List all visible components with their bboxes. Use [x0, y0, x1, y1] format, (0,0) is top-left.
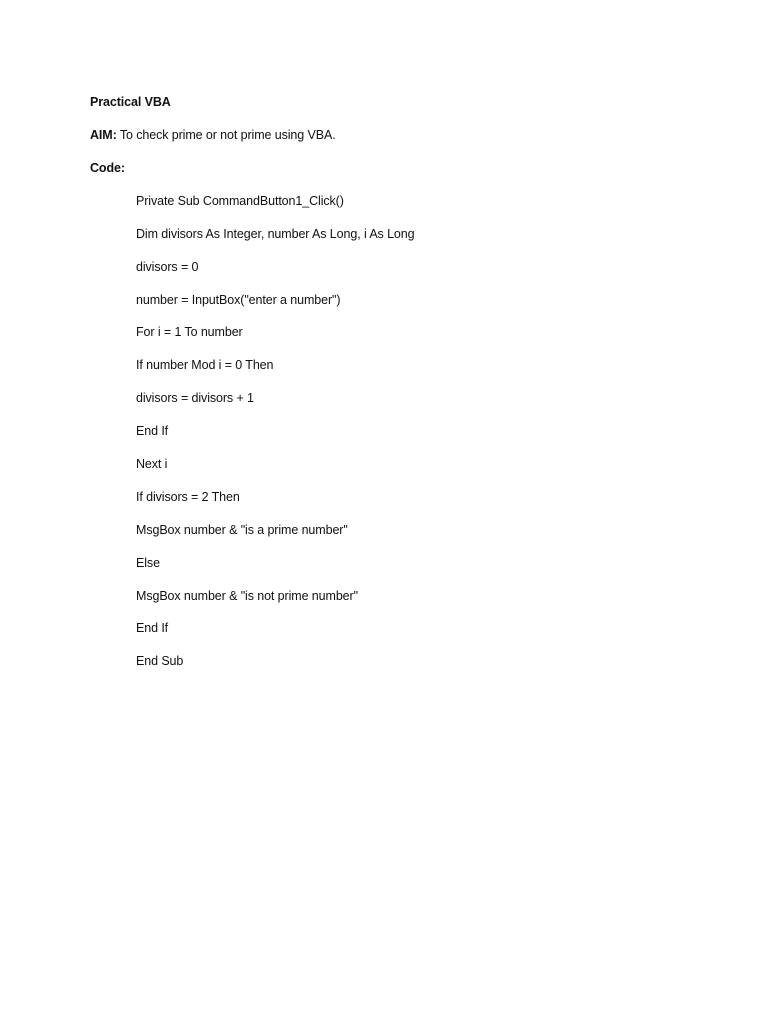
code-line: If number Mod i = 0 Then: [136, 358, 274, 372]
aim-line: [90, 127, 336, 143]
code-line: Next i: [136, 457, 168, 471]
aim-label: AIM:: [90, 128, 117, 142]
code-line: For i = 1 To number: [136, 325, 243, 339]
code-line: Else: [136, 556, 160, 570]
code-line: MsgBox number & "is not prime number": [136, 589, 358, 603]
code-label: Code:: [90, 161, 125, 175]
code-line: End If: [136, 424, 169, 438]
code-line: Private Sub CommandButton1_Click(): [136, 194, 344, 208]
aim-text: To check prime or not prime using VBA.: [116, 128, 336, 142]
document-title: Practical VBA: [90, 95, 171, 109]
code-line: divisors = divisors + 1: [136, 391, 254, 405]
code-line: End Sub: [136, 654, 184, 668]
code-line: number = InputBox("enter a number"): [136, 293, 341, 307]
code-line: End If: [136, 621, 169, 635]
code-line: divisors = 0: [136, 260, 199, 274]
code-line: If divisors = 2 Then: [136, 490, 240, 504]
code-line: MsgBox number & "is a prime number": [136, 523, 348, 537]
code-line: Dim divisors As Integer, number As Long, i As Long: [136, 227, 415, 241]
